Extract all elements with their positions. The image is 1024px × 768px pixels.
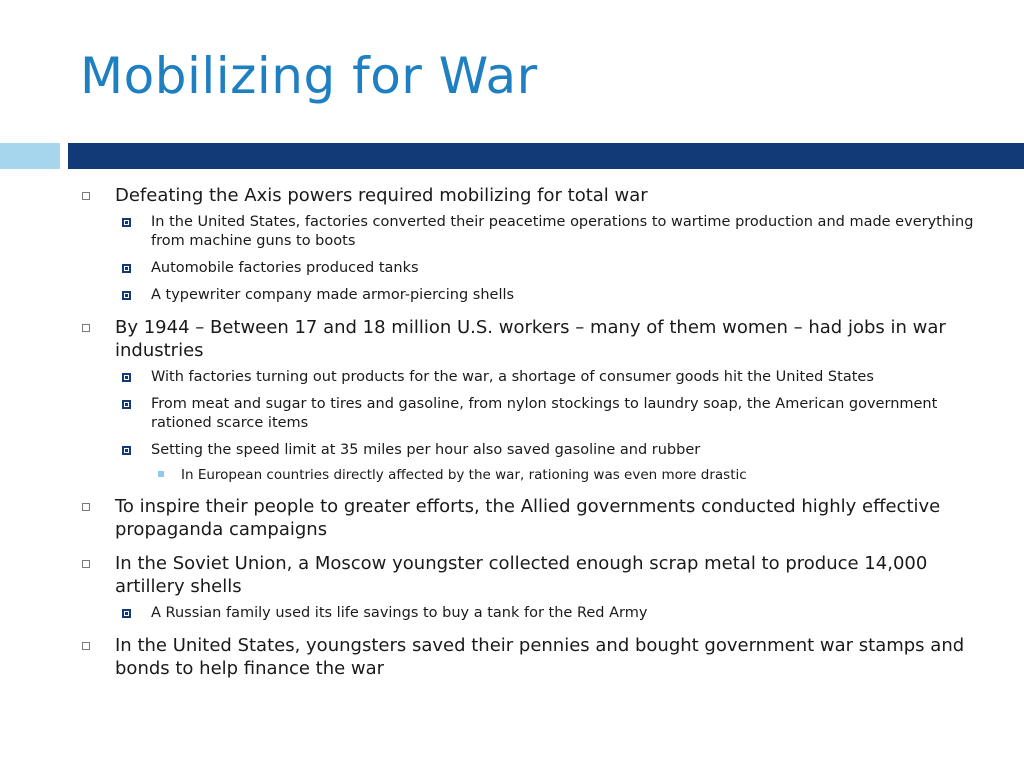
hollow-square-bullet-icon [82,192,90,200]
boxed-square-bullet-icon [122,218,131,227]
sub-bullet-text: With factories turning out products for the war, a shortage of consumer goods hit the United States [151,369,874,385]
sub-bullet-item [115,395,988,433]
bullet-item [78,495,988,541]
sub-bullet-text: A typewriter company made armor-piercing shells [151,287,515,303]
bullet-item [78,634,988,680]
boxed-square-bullet-icon [122,609,131,618]
sub-bullet-text: Setting the speed limit at 35 miles per hour also saved gasoline and rubber [151,442,701,458]
sub-bullet-item [115,604,988,623]
bullet-item [78,552,988,598]
sub-sub-bullet-text: In European countries directly affected by the war, rationing was even more drastic [181,467,747,483]
bullet-list [78,181,988,680]
boxed-square-bullet-icon [122,264,131,273]
boxed-square-bullet-icon [122,446,131,455]
boxed-square-bullet-icon [122,291,131,300]
filled-square-bullet-icon [158,471,164,477]
hollow-square-bullet-icon [82,324,90,332]
bullet-text: To inspire their people to greater efforts, the Allied governments conducted highly effective propaganda campaigns [115,496,941,540]
sub-bullet-item [115,441,988,460]
sub-bullet-text: From meat and sugar to tires and gasoline, from nylon stockings to laundry soap, the American government rationed scarce items [151,396,938,431]
bullet-item [78,184,988,207]
slide-title: Mobilizing for War [80,47,538,105]
sub-bullet-text: A Russian family used its life savings to buy a tank for the Red Army [151,605,648,621]
sub-bullet-item [115,286,988,305]
sub-sub-bullet-item [151,466,988,484]
boxed-square-bullet-icon [122,400,131,409]
bullet-text: In the United States, youngsters saved their pennies and bought government war stamps and bonds to help finance the war [115,635,965,679]
hollow-square-bullet-icon [82,503,90,511]
hollow-square-bullet-icon [82,642,90,650]
bullet-text: In the Soviet Union, a Moscow youngster collected enough scrap metal to produce 14,000 artillery shells [115,553,928,597]
bullet-text: By 1944 – Between 17 and 18 million U.S. workers – many of them women – had jobs in war industries [115,317,946,361]
sub-bullet-item [115,368,988,387]
bullet-item [78,316,988,362]
sub-bullet-text: Automobile factories produced tanks [151,260,419,276]
title-accent-bar [0,143,60,169]
boxed-square-bullet-icon [122,373,131,382]
hollow-square-bullet-icon [82,560,90,568]
title-divider-bar [68,143,1024,169]
bullet-text: Defeating the Axis powers required mobilizing for total war [115,185,648,206]
sub-bullet-item [115,213,988,251]
sub-bullet-text: In the United States, factories converted their peacetime operations to wartime production and made everything from machine guns to boots [151,214,974,249]
sub-bullet-item [115,259,988,278]
